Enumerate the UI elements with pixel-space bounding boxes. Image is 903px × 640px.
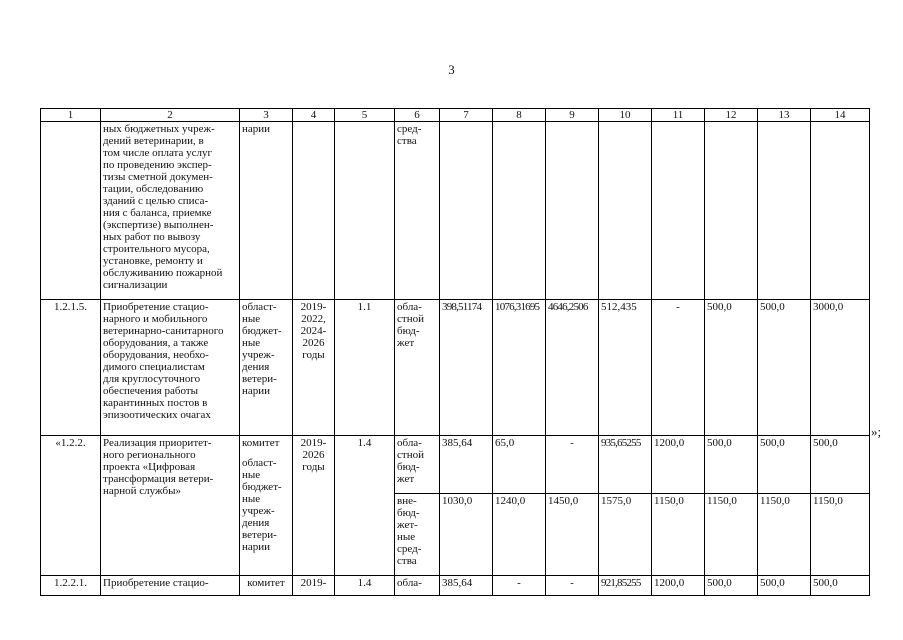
period-cell: 2019-	[293, 576, 335, 596]
value-cell: 385,64	[440, 576, 493, 596]
value-cell: 1150,0	[811, 494, 870, 576]
value-cell	[493, 122, 546, 300]
header-cell: 3	[240, 109, 293, 122]
table-row-1-2-2-1	[41, 576, 870, 596]
executor-institutions: област- ные бюджет- ные учреж- дения ветери- нарии	[242, 457, 282, 553]
description-cell: Приобретение стацио- нарного и мобильного ветеринарно-санитарного оборудования, а также оборудования, необхо- димого специалистам для круглосуточного обеспечения работы карантинных постов в эпизоотических очагах	[101, 300, 240, 436]
value-cell: 935,65255	[599, 436, 652, 494]
value-cell: 500,0	[758, 436, 811, 494]
indicator-cell	[335, 122, 395, 300]
indicator-cell: 1.4	[335, 436, 395, 576]
value-cell: 500,0	[705, 576, 758, 596]
table-row-1-2-2	[41, 436, 870, 494]
value-cell: 1575,0	[599, 494, 652, 576]
value-cell: 500,0	[705, 300, 758, 436]
value-cell: 1200,0	[652, 576, 705, 596]
value-cell	[546, 122, 599, 300]
value-cell	[811, 122, 870, 300]
row-number-cell: 1.2.2.1.	[41, 576, 101, 596]
value-cell	[440, 122, 493, 300]
source-cell: обла-	[395, 576, 440, 596]
executor-cell: нарии	[240, 122, 293, 300]
value-cell: 398,51174	[440, 300, 493, 436]
value-cell: 1200,0	[652, 436, 705, 494]
value-cell: 65,0	[493, 436, 546, 494]
indicator-cell: 1.1	[335, 300, 395, 436]
value-cell: 385,64	[440, 436, 493, 494]
value-cell	[599, 122, 652, 300]
value-cell: -	[546, 576, 599, 596]
value-cell: 1030,0	[440, 494, 493, 576]
source-cell: обла- стной бюд- жет	[395, 300, 440, 436]
header-cell: 13	[758, 109, 811, 122]
value-cell	[705, 122, 758, 300]
value-cell: 500,0	[811, 436, 870, 494]
header-cell: 11	[652, 109, 705, 122]
header-row	[41, 109, 870, 122]
source-cell: сред- ства	[395, 122, 440, 300]
source-cell: вне- бюд- жет- ные сред- ства	[395, 494, 440, 576]
header-cell: 5	[335, 109, 395, 122]
description-cell: ных бюджетных учреж- дений ветеринарии, в том числе оплата услуг по проведению экспер- тизы сметной докумен- тации, обследованию зданий с целью списа- ния с баланса, приемке (экспертизе) выполнен- ных работ по вывозу строительного мусора, установке, ремонту и обслуживанию пожарной сигнализации	[101, 122, 240, 300]
value-cell: 500,0	[705, 436, 758, 494]
executor-cell: област- ные бюджет- ные учреж- дения ветери- нарии	[240, 300, 293, 436]
header-cell: 10	[599, 109, 652, 122]
value-cell: 500,0	[758, 576, 811, 596]
header-cell: 6	[395, 109, 440, 122]
value-cell: 1150,0	[705, 494, 758, 576]
header-cell: 8	[493, 109, 546, 122]
executor-cell	[240, 436, 293, 576]
value-cell: 3000,0	[811, 300, 870, 436]
period-cell	[293, 122, 335, 300]
value-cell: 500,0	[758, 300, 811, 436]
row-number-cell: «1.2.2.	[41, 436, 101, 576]
value-cell: 1150,0	[652, 494, 705, 576]
value-cell: 921,85255	[599, 576, 652, 596]
value-cell: 512,435	[599, 300, 652, 436]
value-cell	[758, 122, 811, 300]
header-cell: 12	[705, 109, 758, 122]
value-cell: 4646,2506	[546, 300, 599, 436]
executor-committee: комитет	[242, 437, 280, 449]
header-cell: 2	[101, 109, 240, 122]
row-number-cell	[41, 122, 101, 300]
value-cell: 500,0	[811, 576, 870, 596]
table-row-continuation	[41, 122, 870, 300]
header-cell: 14	[811, 109, 870, 122]
table-row-1-2-1-5	[41, 300, 870, 436]
value-cell: -	[493, 576, 546, 596]
header-cell: 9	[546, 109, 599, 122]
header-cell: 4	[293, 109, 335, 122]
header-cell: 7	[440, 109, 493, 122]
budget-table	[40, 108, 870, 596]
value-cell	[652, 122, 705, 300]
value-cell: 1450,0	[546, 494, 599, 576]
closing-quote-suffix: »;	[871, 424, 882, 439]
period-cell: 2019- 2022, 2024- 2026 годы	[293, 300, 335, 436]
row-number-cell: 1.2.1.5.	[41, 300, 101, 436]
page-number: 3	[448, 62, 455, 77]
description-cell: Реализация приоритет- ного регионального проекта «Цифровая трансформация ветери- нарной службы»	[101, 436, 240, 576]
header-cell: 1	[41, 109, 101, 122]
value-cell: 1240,0	[493, 494, 546, 576]
value-cell: -	[546, 436, 599, 494]
description-cell: Приобретение стацио-	[101, 576, 240, 596]
value-cell: 1150,0	[758, 494, 811, 576]
indicator-cell: 1.4	[335, 576, 395, 596]
value-cell: -	[652, 300, 705, 436]
executor-cell: комитет	[240, 576, 293, 596]
value-cell: 1076,31695	[493, 300, 546, 436]
period-cell: 2019- 2026 годы	[293, 436, 335, 576]
source-cell: обла- стной бюд- жет	[395, 436, 440, 494]
